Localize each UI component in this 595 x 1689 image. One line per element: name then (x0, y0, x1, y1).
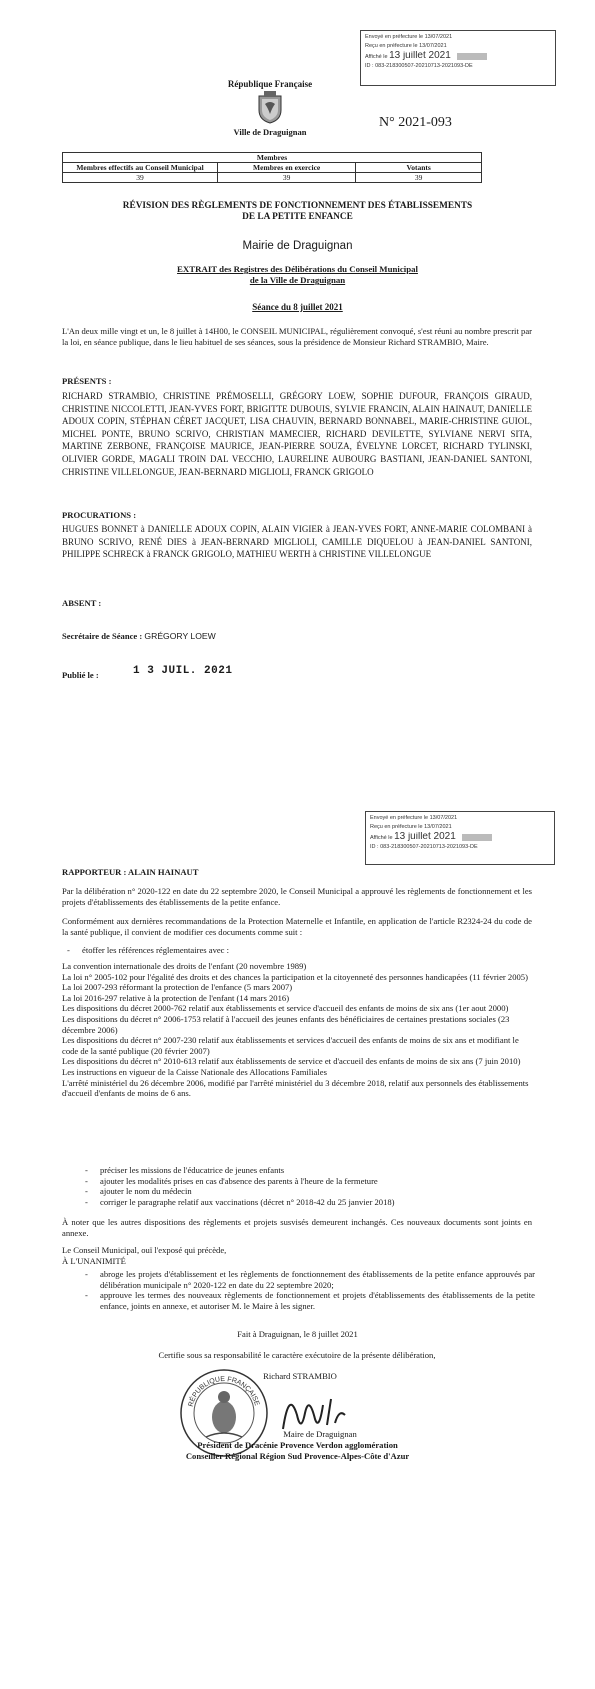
membres-col-effectifs: Membres effectifs au Conseil Municipal (63, 163, 218, 173)
stamp2-posted-label: Affiché le (370, 835, 393, 841)
modifications-list (80, 1165, 530, 1207)
decision-item: - approuve les termes des nouveaux règlements de fonctionnement et projets d'établissements des établissements de la petite enfance, joints en annexe, et autoriser M. le Maire à les signer. (80, 1290, 535, 1311)
ref-item: Les dispositions du décret n° 2007-230 relatif aux établissements et services d'accueil des enfants de moins de six ans et modifiant le code de la santé publique (20 février 2007) (62, 1035, 519, 1056)
seance-date: Séance du 8 juillet 2021 (252, 302, 343, 312)
stamp-posted-label: Affiché le (365, 54, 388, 60)
membres-val-votants: 39 (356, 173, 482, 183)
extrait-heading (80, 264, 515, 286)
references-list (62, 961, 532, 1099)
procurations-list: HUGUES BONNET à DANIELLE ADOUX COPIN, ALAIN VIGIER à JEAN-YVES FORT, ANNE-MARIE COLOMBANI à BRUNO SCRIVO, RENÉ DIES à JEAN-BERNARD MIGLIOLI, CAMILLE DIQUELOU à JEAN-DANIEL SANTONI, PHILIPPE SCHRECK à FRANCK GRIGOLO, MATHIEU WERTH à CHRISTINE VILLELONGUE (62, 524, 532, 560)
ref-item: La loi 2007-293 réformant la protection de l'enfance (5 mars 2007) (62, 982, 293, 993)
stamp2-received: Reçu en préfecture le 13/07/2021 (370, 824, 452, 830)
title-line-2: DE LA PETITE ENFANCE (242, 212, 353, 222)
ref-item: La convention internationale des droits de l'enfant (20 novembre 1989) (62, 961, 307, 971)
seal-text: RÉPUBLIQUE FRANÇAISE (187, 1375, 261, 1408)
republique-label: République Française (227, 79, 313, 89)
paragraph-1: Par la délibération n° 2020-122 en date du 22 septembre 2020, le Conseil Municipal a approuvé les règlements de fonctionnement et les projets d'établissements des établissements de la petite enfance. (62, 886, 532, 907)
paragraph-5: Le Conseil Municipal, ouï l'exposé qui précède, (62, 1245, 227, 1255)
paragraph-2: Conformément aux dernières recommandations de la Protection Maternelle et Infantile, en application de l'article R2324-24 du code de la santé publique, il convient de modifier ces documents comme suit : (62, 916, 532, 937)
extrait-line-2: de la Ville de Draguignan (249, 275, 346, 285)
ref-item: Les dispositions du décret 2000-762 relatif aux établissements et service d'accueil des enfants de moins de six ans (1er aout 2000) (62, 1003, 509, 1014)
absent-label: ABSENT : (62, 598, 102, 608)
secretaire-label: Secrétaire de Séance : (62, 631, 143, 641)
decisions-list (80, 1269, 535, 1311)
secretaire-value: GRÉGORY LOEW (144, 631, 216, 641)
signature-icon (275, 1385, 355, 1435)
stamp-gray-block (457, 53, 487, 60)
stamp2-id: ID : 083-218300507-20210713-2021093-DE (370, 844, 478, 850)
membres-col-exercice: Membres en exercice (218, 163, 356, 173)
city-coat-of-arms-icon (256, 90, 284, 124)
stamp-posted-date: 13 juillet 2021 (389, 51, 451, 61)
ref-item: Les dispositions du décret n° 2010-613 relatif aux établissements de service et d'accueil des enfants de moins de six ans (7 juin 2010) (62, 1056, 521, 1067)
ref-item: La loi 2016-297 relative à la protection de l'enfant (14 mars 2016) (62, 992, 290, 1003)
prefecture-stamp (360, 30, 556, 86)
mairie-label: Mairie de Draguignan (242, 240, 353, 252)
presents-label: PRÉSENTS : (62, 376, 112, 386)
title-line-1: RÉVISION DES RÈGLEMENTS DE FONCTIONNEMENT DES ÉTABLISSEMENTS (122, 201, 473, 211)
unanimite: À L'UNANIMITÉ (62, 1256, 126, 1266)
ref-item: La loi n° 2005-102 pour l'égalité des droits et des chances la participation et la citoyenneté des personnes handicapées (11 février 2005) (62, 971, 528, 982)
publie-date-stamp: 1 3 JUIL. 2021 (133, 665, 233, 677)
modif-item: - corriger le paragraphe relatif aux vaccinations (décret n° 2018-42 du 25 janvier 2018) (80, 1197, 530, 1208)
etoffer-bullet: - étoffer les références réglementaires avec : (62, 945, 229, 956)
paragraph-3 (62, 945, 229, 956)
stamp2-gray-block (462, 834, 492, 841)
stamp-received: Reçu en préfecture le 13/07/2021 (365, 43, 447, 49)
ville-label: Ville de Draguignan (233, 127, 307, 137)
paragraph-4: À noter que les autres dispositions des règlements et projets susvisés demeurent inchangés. Ces nouveaux documents sont joints en annexe. (62, 1217, 532, 1238)
stamp-id: ID : 083-218300507-20210713-2021093-DE (365, 63, 473, 69)
signer-name: Richard STRAMBIO (263, 1371, 337, 1381)
membres-val-exercice: 39 (218, 173, 356, 183)
ref-item: Les instructions en vigueur de la Caisse Nationale des Allocations Familiales (62, 1066, 327, 1077)
modif-item: - ajouter les modalités prises en cas d'absence des parents à l'heure de la fermeture (80, 1176, 530, 1187)
rapporteur: RAPPORTEUR : ALAIN HAINAUT (62, 867, 199, 877)
presents-list: RICHARD STRAMBIO, CHRISTINE PRÉMOSELLI, GRÉGORY LOEW, SOPHIE DUFOUR, FRANÇOIS GIRAUD, CHRISTINE NICCOLETTI, JEAN-YVES FORT, BRIGITTE DUBOUIS, SYLVIE FRANCIN, ALAIN HAINAUT, DANIELLE ADOUX COPIN, STÉPHAN CÉRET JACQUET, LISA CHAUVIN, BERNARD BONNABEL, MARIE-CHRISTINE GUIOL, MICHEL PONTE, BRUNO SCRIVO, CHRISTIAN MAMECIER, RICHARD DEVILETTE, SYLVIANE NERVI SITA, MARTINE ZERBONE, FRANÇOISE MAURICE, JEAN-PIERRE SOUZA, ÉVELYNE LORCET, RICHARD TYLINSKI, OLIVIER GORDE, MAGALI TROIN DAL VECCHIO, LAURELINE AUBOURG BASTIANI, JEAN-DANIEL SANTONI, CHRISTINE VILLELONGUE, JEAN-BERNARD MIGLIOLI, FRANCK GRIGOLO (62, 391, 532, 477)
fait-a: Fait à Draguignan, le 8 juillet 2021 (237, 1329, 358, 1339)
signer-role-maire: Maire de Draguignan (283, 1429, 357, 1439)
membres-table (62, 152, 482, 183)
procurations-label: PROCURATIONS : (62, 510, 137, 520)
modif-item: - ajouter le nom du médecin (80, 1186, 530, 1197)
signer-role-conseiller: Conseiller Régional Région Sud Provence-Alpes-Côte d'Azur (185, 1451, 410, 1461)
signer-role-president: Président de Dracénie Provence Verdon agglomération (197, 1440, 398, 1450)
ref-item: L'arrêté ministériel du 26 décembre 2006, modifié par l'arrêté ministériel du 3 décembre 2018, relatif aux personnels des établissements d'accueil d'enfants de moins de 6 ans. (62, 1077, 529, 1099)
document-title (40, 201, 555, 223)
membres-val-effectifs: 39 (63, 173, 218, 183)
membres-title: Membres (63, 153, 482, 163)
extrait-line-1: EXTRAIT des Registres des Délibérations du Conseil Municipal (177, 264, 418, 274)
certifie: Certifie sous sa responsabilité le caractère exécutoire de la présente délibération, (158, 1350, 436, 1360)
publie-label: Publié le : (62, 670, 99, 680)
stamp2-sent: Envoyé en préfecture le 13/07/2021 (370, 815, 458, 821)
decision-item: - abroge les projets d'établissement et les règlements de fonctionnement des établissements de la petite enfance approuvés par délibération municipale n° 2020-122 en date du 22 septembre 2020; (80, 1269, 535, 1290)
ref-item: Les dispositions du décret n° 2006-1753 relatif à l'accueil des jeunes enfants des bénéficiaires de certaines prestations sociales (23 décembre 2006) (62, 1013, 510, 1035)
deliberation-number: N° 2021-093 (379, 115, 452, 130)
stamp2-posted-date: 13 juillet 2021 (394, 832, 456, 842)
membres-col-votants: Votants (356, 163, 482, 173)
stamp-sent: Envoyé en préfecture le 13/07/2021 (365, 34, 453, 40)
page-2 (0, 815, 595, 1689)
prefecture-stamp-2 (365, 811, 555, 865)
intro-paragraph: L'An deux mille vingt et un, le 8 juillet à 14H00, le CONSEIL MUNICIPAL, régulièrement convoqué, s'est réuni au nombre prescrit par la loi, en séance publique, dans le lieu habituel de ses séances, sous la présidence de Monsieur Richard STRAMBIO, Maire. (62, 326, 532, 347)
modif-item: - préciser les missions de l'éducatrice de jeunes enfants (80, 1165, 530, 1176)
